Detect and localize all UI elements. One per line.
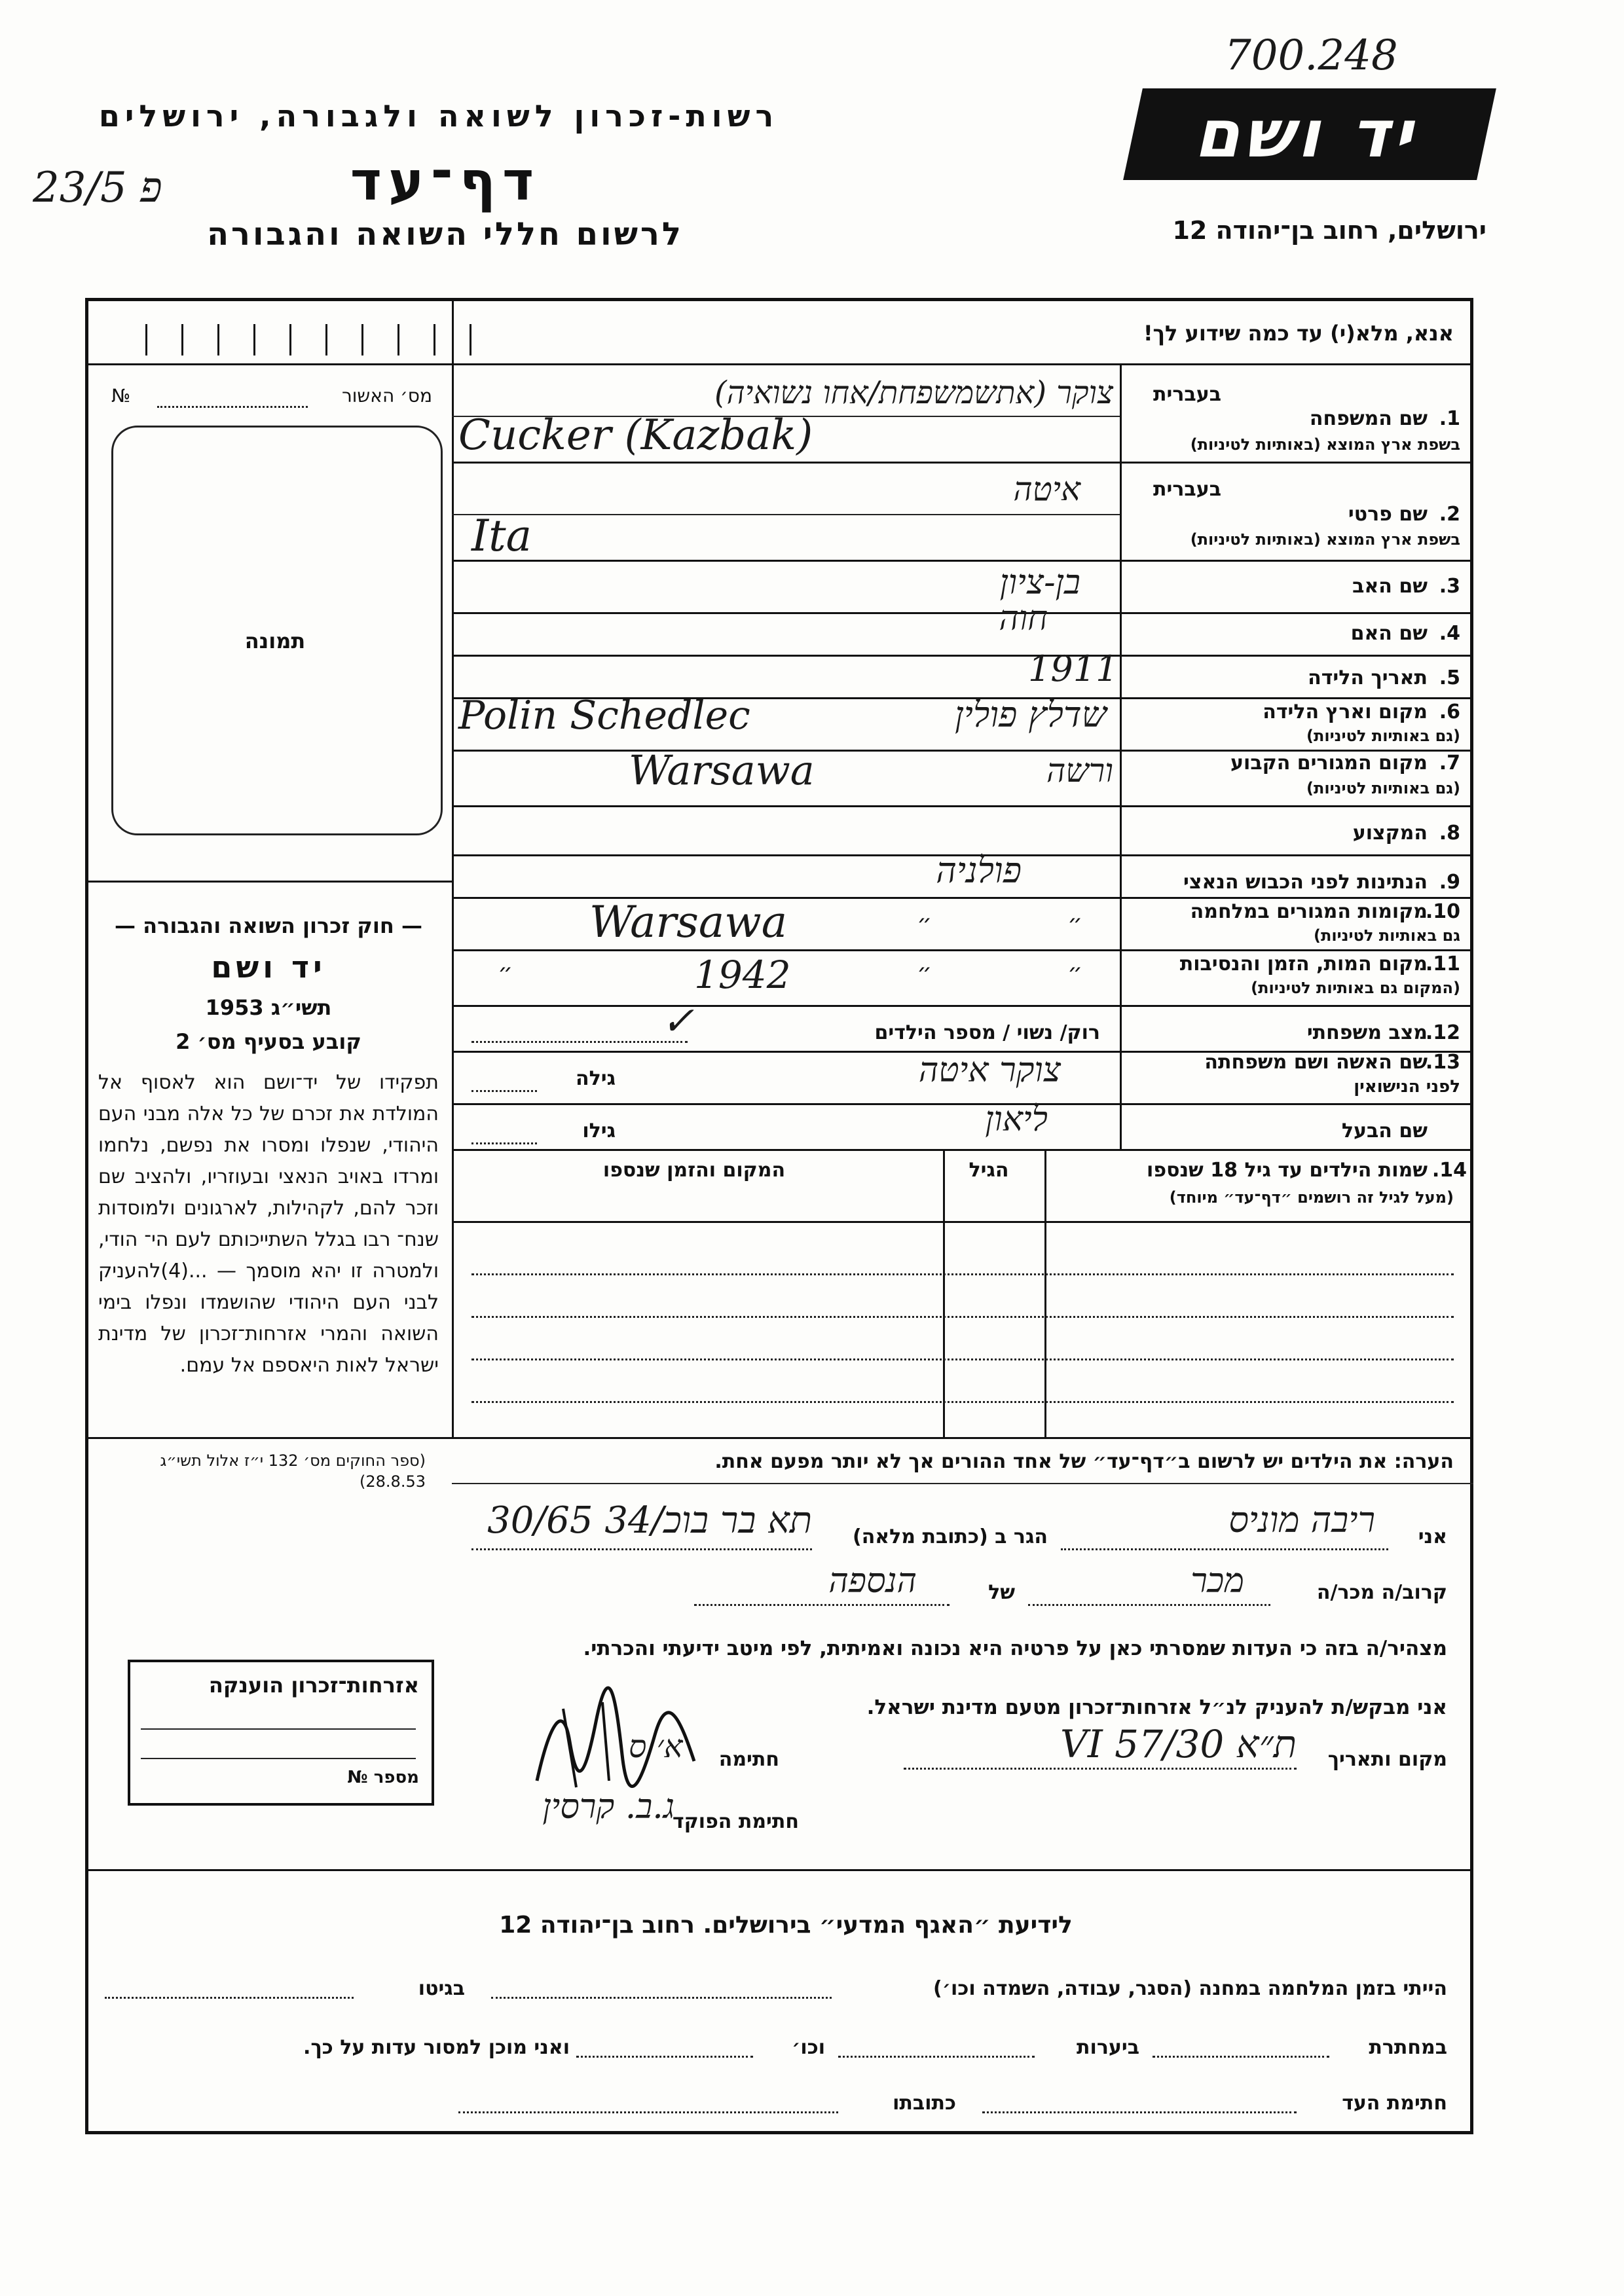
field-4-number: 4. (1439, 622, 1460, 645)
ditto-mark: ״ (1067, 910, 1083, 937)
approval-ticks (111, 324, 471, 355)
marital-status-mark[interactable]: ✓ (661, 998, 695, 1044)
family-name-hebrew[interactable]: צוקר (אתשמשפחת/אחו נשואיה) (714, 374, 1113, 411)
ditto-mark: ״ (917, 910, 932, 937)
wife-name[interactable]: צוקר איטה (918, 1051, 1061, 1090)
organization-name: רשות-זכרון לשואה ולגבורה, ירושלים (98, 98, 779, 134)
field-2-hebrew-tag: בעברית (1153, 478, 1221, 501)
field-7-sub: (גם באותיות לטיניות) (1306, 779, 1460, 797)
footer-forests-label: ביערות (1077, 2036, 1139, 2059)
left-column-divider (452, 298, 454, 1437)
field-7-label: מקום המגורים הקבוע (1230, 752, 1428, 774)
relation-label: קרוב/ה מכר/ה (1316, 1581, 1447, 1604)
field-1-sub: בשפת ארץ המוצא (באותיות לטיניות) (1190, 435, 1460, 454)
ditto-mark: ״ (1067, 959, 1083, 986)
label-column-divider (1120, 363, 1122, 1149)
field-9-label: הנתינות לפני הכבוש הנאצי (1183, 871, 1428, 894)
form-subtitle: לרשום חללי השואה והגבורה (207, 216, 684, 253)
citizenship-request-text: אני מבקש/ת להעניק לנ״ל אזרחות־זכרון מטעם מדינת ישראל. (866, 1696, 1447, 1719)
wartime-residence[interactable]: Warsawa (589, 897, 788, 947)
form-title: דף־עד (350, 151, 541, 213)
field-14-label: שמות הילדים עד גיל 18 שנספו (1147, 1159, 1428, 1182)
field-2-number: 2. (1439, 503, 1460, 526)
footer-witness-signature-label: חתימת העד (1342, 2092, 1447, 2115)
footer-witness-address-label: כתובתו (893, 2092, 956, 2115)
field-3-number: 3. (1439, 575, 1460, 598)
declarant-address-label: הגר ב (כתובת מלאה) (852, 1525, 1048, 1548)
address: ירושלים, רחוב בן־יהודה 12 (1172, 216, 1486, 245)
reference-number: 700.248 (1225, 31, 1398, 80)
declarant-i-label: אני (1418, 1525, 1447, 1548)
footer-title: לידיעת ״האגף המדעי״ בירושלים. רחוב בן־יהודה 12 (499, 1912, 1073, 1939)
photo-label: תמונה (244, 629, 306, 653)
declarant-name[interactable]: ריבה מוניס (1228, 1499, 1375, 1540)
relation-value[interactable]: מכר (1190, 1561, 1244, 1601)
law-text: תפקידו של יד־ושם הוא לאסוף אל המולדת את זכרם של כל אלה מבני העם היהודי, שנפלו ומסרו את נפשם, נלחמו ומרדו באויב הנאצי ובעוזריו, ולהציב שם וזכר להם, לקהילות, לארגונים ולמוסדות שנח־ רבו בגלל השתייכותם לעם הי־ הודי, ולמטרה זו יהא מוסמך — ...(4)להעניק לבני העם היהודי שהושמדו ונפלו בימי השואה והמרי אזרחות־זכרון של מדינת ישראל לאות היאספם אל עמם. (98, 1071, 439, 1377)
field-11-sub: (המקום גם באותיות לטיניות) (1251, 979, 1460, 997)
field-14-sub: (מעל לגיל זה רושמים ״דף־עד״ מיוחד) (1169, 1188, 1454, 1207)
field-8-label: המקצוע (1352, 822, 1428, 845)
declarant-address[interactable]: תא בר בוכ/34 30/65 (487, 1499, 812, 1542)
law-section: קובע בסעיף מס׳ 2 (175, 1029, 361, 1054)
law-name: יד ושם (211, 949, 326, 985)
ditto-mark: ״ (498, 959, 513, 986)
official-signature-label: חתימת הפוקד (673, 1810, 799, 1833)
field-2-label: שם פרטי (1348, 503, 1428, 526)
field-10-label: מקומות המגורים במלחמה (1190, 900, 1428, 923)
law-year: תשי״ג 1953 (205, 995, 332, 1020)
of-label: של (988, 1581, 1015, 1604)
place-date-value[interactable]: ת״א 30/VI 57 (1060, 1722, 1297, 1766)
field-13-label: שם האשה ושם משפחתה (1204, 1051, 1428, 1074)
field-12-number: 12. (1425, 1021, 1460, 1044)
citizenship-before-occupation[interactable]: פולניה (936, 850, 1022, 891)
official-signature-value[interactable]: ג.ב. קרסין (542, 1787, 674, 1827)
field-13-number: 13. (1425, 1051, 1460, 1074)
husband-label: שם הבעל (1341, 1120, 1428, 1142)
ditto-mark: ״ (917, 959, 932, 986)
field-6-label: מקום וארץ הלידה (1263, 701, 1428, 723)
approval-no-sign: № (111, 385, 131, 407)
law-reference: (ספר החוקים מס׳ 132 י״ז אלול תשי״ג 28.8.53) (160, 1451, 426, 1491)
field-13-sub: לפני הנישואין (1354, 1077, 1460, 1097)
footer-camp-label: הייתי בזמן המלחמה במחנה (הסגר, עבודה, השמדה וכו׳) (933, 1977, 1447, 2000)
wife-age-label: גילה (576, 1067, 616, 1090)
death-date[interactable]: 1942 (694, 953, 791, 997)
footer-ghetto-label: בגיטו (418, 1977, 465, 2000)
marital-status-options: רוק/ נשוי / מספר הילדים (874, 1021, 1100, 1044)
mother-name[interactable]: חוה (999, 599, 1048, 638)
husband-name[interactable]: ליאון (985, 1100, 1048, 1139)
family-name-latin[interactable]: Cucker (Kazbak) (458, 411, 813, 460)
field-11-number: 11. (1425, 953, 1460, 975)
footer-underground-label: במחתרת (1369, 2036, 1447, 2059)
father-name[interactable]: בן-ציון (999, 563, 1080, 602)
field-1-label: שם המשפחה (1309, 407, 1428, 430)
children-place-column: המקום והזמן שנספו (602, 1159, 786, 1182)
of-value[interactable]: הנספה (828, 1561, 917, 1601)
signature-text: א׳ ס (629, 1728, 683, 1765)
law-title: — חוק זכרון השואה והגבורה — (115, 913, 422, 938)
permanent-residence-latin[interactable]: Warsawa (629, 746, 815, 794)
field-10-sub: גם באותיות לטיניות) (1313, 926, 1460, 945)
yad-vashem-logo: יד ושם (1123, 88, 1496, 180)
field-7-number: 7. (1439, 752, 1460, 774)
children-age-column: הגיל (969, 1159, 1009, 1182)
declaration-text: מצהיר/ה בזה כי העדות שמסרתי כאן על פרטיה היא נכונה ואמיתית, לפי מיטב ידיעתי והכרתי. (583, 1637, 1447, 1660)
field-3-label: שם האב (1352, 575, 1428, 598)
field-4-label: שם האם (1350, 622, 1428, 645)
field-1-number: 1. (1439, 407, 1460, 430)
birth-date[interactable]: 1911 (1028, 648, 1118, 689)
permanent-residence[interactable]: ורשה (1046, 752, 1113, 790)
signature-label: חתימה (718, 1748, 779, 1771)
field-8-number: 8. (1439, 822, 1460, 845)
intro-text: אנא, מלא(י) עד כמה שידוע לך! (1143, 321, 1454, 346)
footer-etc-label: וכו׳ (792, 2036, 825, 2059)
place-date-label: מקום ותאריך (1327, 1748, 1447, 1771)
field-9-number: 9. (1439, 871, 1460, 894)
margin-note: 23/5 פ (33, 164, 162, 212)
approval-label: מס׳ האשור (341, 385, 432, 407)
field-10-number: 10. (1425, 900, 1460, 923)
first-name-hebrew[interactable]: איטה (1013, 470, 1080, 508)
field-11-label: מקום המות, הזמן והנסיבות (1179, 953, 1428, 975)
field-14-number: 14. (1431, 1159, 1467, 1182)
citizenship-number: מספר № (347, 1768, 419, 1787)
field-5-number: 5. (1439, 666, 1460, 689)
field-5-label: תאריך הלידה (1308, 666, 1428, 689)
birth-place-latin[interactable]: Polin Schedlec (458, 693, 750, 738)
field-1-hebrew-tag: בעברית (1153, 383, 1221, 406)
birth-place[interactable]: שדלץ פולין (955, 694, 1107, 735)
field-2-sub: בשפת ארץ המוצא (באותיות לטיניות) (1190, 530, 1460, 549)
children-note: הערה: את הילדים יש לרשום ב״דף־עד״ של אחד ההורים אך לא יותר מפעם אחת. (714, 1450, 1454, 1473)
field-6-number: 6. (1439, 701, 1460, 723)
husband-age-label: גילו (582, 1120, 616, 1142)
field-12-label: מצב משפחתי (1306, 1021, 1428, 1044)
first-name-latin[interactable]: Ita (471, 511, 532, 561)
footer-testimony-text: ואני מוכן למסור עדות על כך. (303, 2036, 570, 2059)
field-6-sub: (גם באותיות לטיניות) (1306, 727, 1460, 745)
citizenship-title: אזרחות־זכרון הוענקה (208, 1673, 419, 1698)
